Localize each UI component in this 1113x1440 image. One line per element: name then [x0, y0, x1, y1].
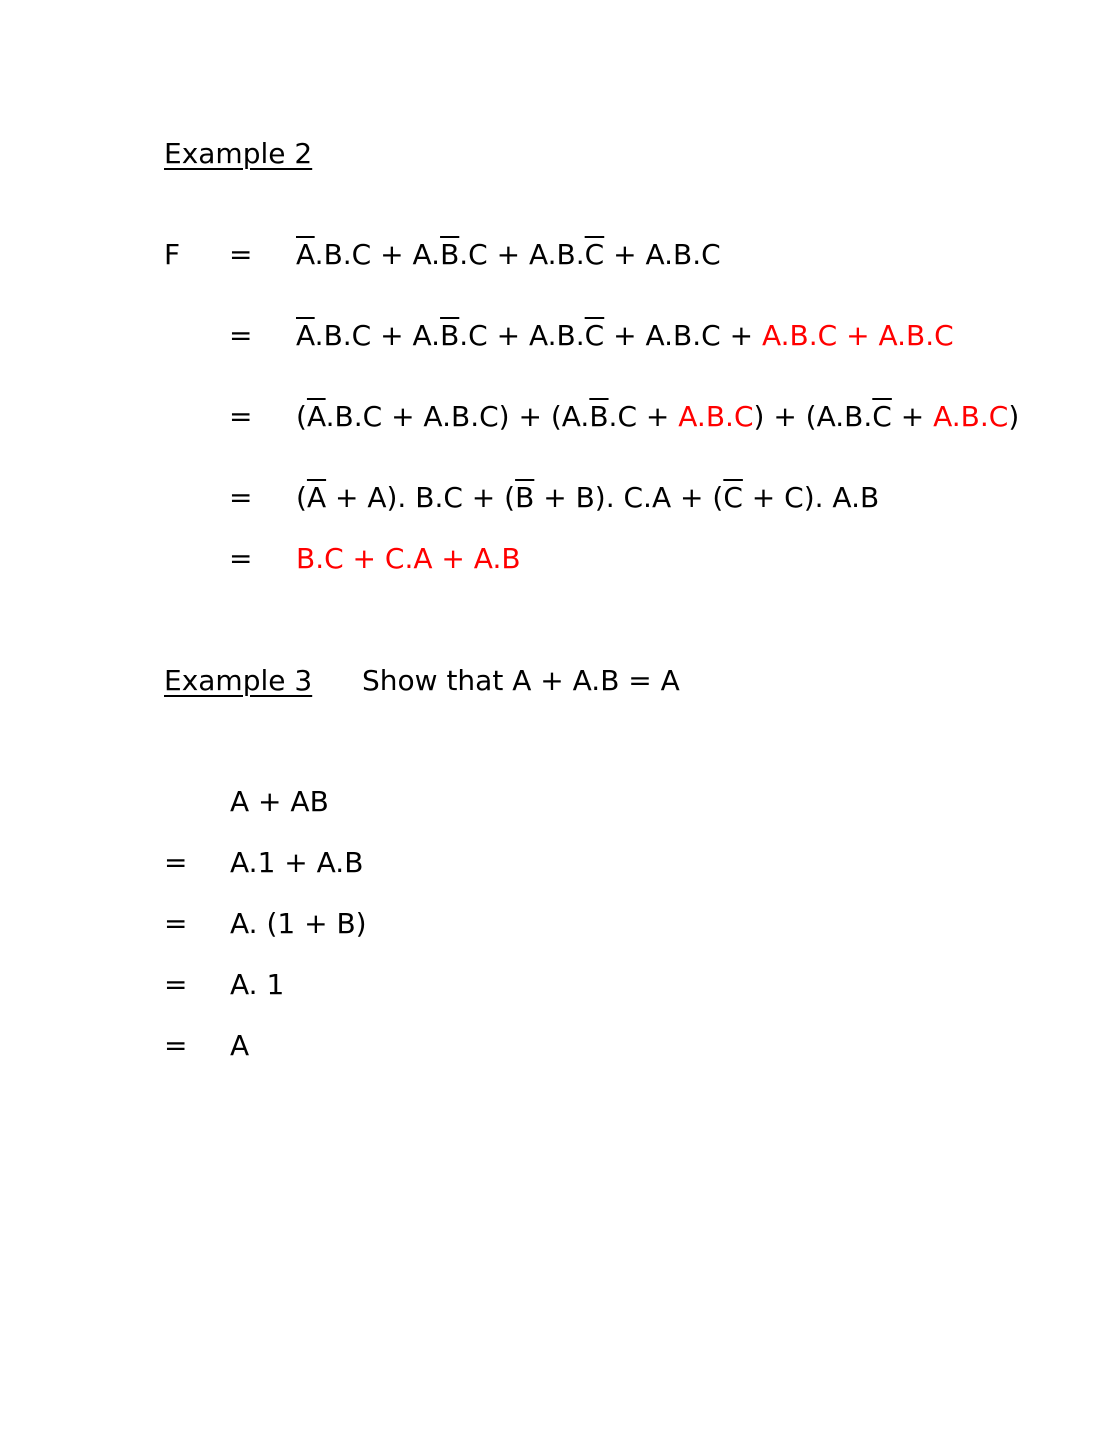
complemented-variable: $\overline{C}$: [584, 319, 605, 352]
boolean-expression-line: [296, 542, 521, 575]
equals-sign: =: [229, 319, 253, 352]
complemented-variable: $\overline{A}$: [306, 481, 327, 514]
complemented-variable: $\overline{C}$: [872, 400, 892, 433]
equals-sign: =: [229, 400, 253, 433]
proof-step: A: [230, 1029, 250, 1062]
expression-term: .C + A.B.: [459, 238, 585, 271]
proof-step: A.1 + A.B: [230, 846, 364, 879]
expression-term: + A). B.C + (: [326, 481, 516, 514]
complemented-variable: $\overline{A}$: [296, 238, 315, 271]
example-3-heading: Example 3: [164, 664, 313, 697]
equals-sign: =: [164, 1029, 188, 1062]
boolean-expression-line: [296, 319, 954, 352]
equals-sign: =: [229, 481, 253, 514]
proof-step: A. 1: [230, 968, 285, 1001]
expression-term: .B.C + A.: [314, 238, 441, 271]
highlighted-term: A.B.C: [678, 400, 754, 433]
example-3-prompt: Show that A + A.B = A: [362, 664, 680, 697]
highlighted-term: A.B.C: [933, 400, 1009, 433]
expression-term: ): [1008, 400, 1020, 433]
complemented-variable: $\overline{C}$: [723, 481, 743, 514]
complemented-variable: $\overline{A}$: [296, 319, 315, 352]
example-2-heading: Example 2: [164, 137, 313, 170]
expression-term: + B). C.A + (: [534, 481, 724, 514]
expression-term: .B.C + A.: [314, 319, 441, 352]
complemented-variable: $\overline{C}$: [584, 238, 605, 271]
expression-term: (: [296, 481, 307, 514]
expression-term: +: [891, 400, 934, 433]
boolean-expression-line: [296, 400, 1020, 433]
boolean-expression-line: [296, 238, 721, 271]
expression-term: (: [296, 400, 307, 433]
equals-sign: =: [164, 846, 188, 879]
example-3-first-line: A + AB: [230, 785, 329, 818]
complemented-variable: $\overline{B}$: [589, 400, 609, 433]
highlighted-term: B.C + C.A + A.B: [296, 542, 521, 575]
equals-sign: =: [229, 542, 253, 575]
equals-sign: =: [229, 238, 253, 271]
expression-term: ) + (A.B.: [753, 400, 873, 433]
expression-term: .C + A.B.: [459, 319, 585, 352]
complemented-variable: $\overline{B}$: [515, 481, 535, 514]
equals-sign: =: [164, 968, 188, 1001]
complemented-variable: $\overline{A}$: [306, 400, 326, 433]
highlighted-term: A.B.C + A.B.C: [761, 319, 954, 352]
complemented-variable: $\overline{B}$: [440, 238, 460, 271]
expression-term: + A.B.C: [604, 238, 721, 271]
equals-sign: =: [164, 907, 188, 940]
proof-step: A. (1 + B): [230, 907, 367, 940]
expression-term: + C). A.B: [742, 481, 880, 514]
boolean-expression-line: [296, 481, 880, 514]
complemented-variable: $\overline{B}$: [440, 319, 460, 352]
expression-term: .C +: [608, 400, 679, 433]
function-label: F: [164, 238, 181, 271]
expression-term: .B.C + A.B.C) + (A.: [325, 400, 590, 433]
expression-term: + A.B.C +: [604, 319, 762, 352]
